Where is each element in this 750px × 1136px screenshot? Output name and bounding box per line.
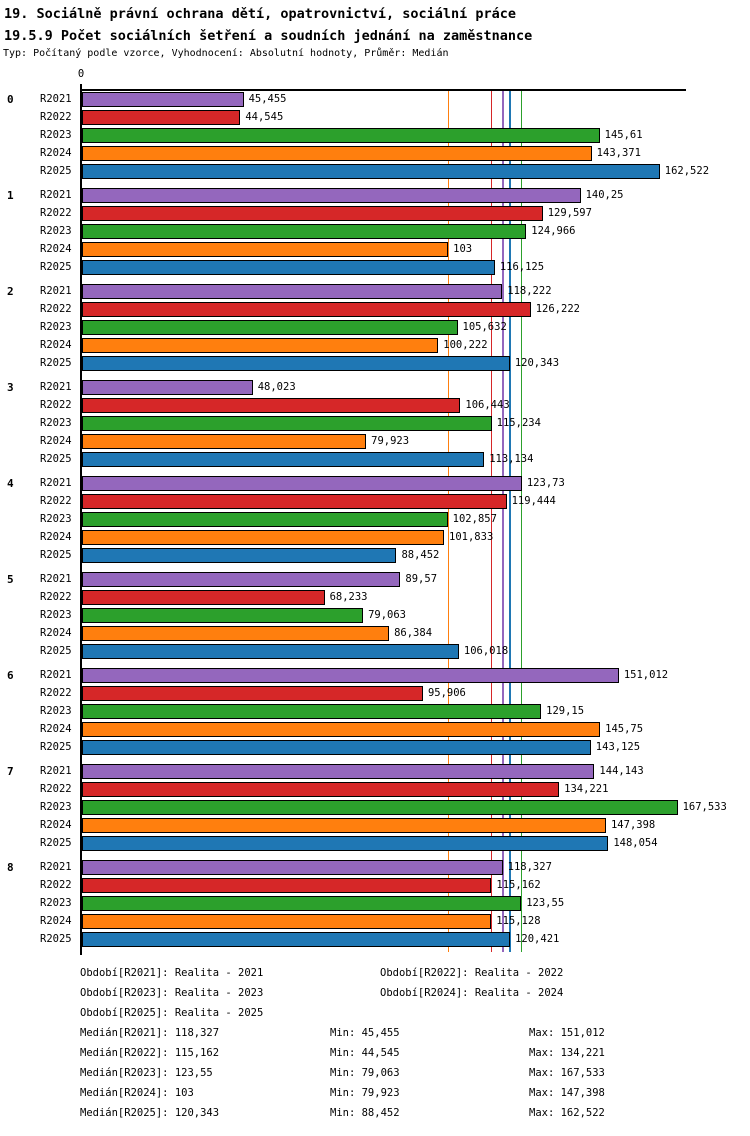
bar-value-label: 118,327 [507,861,552,873]
series-row-label: R2024 [40,723,72,735]
stat-median: Medián[R2023]: 123,55 [80,1067,213,1079]
legend-period-entry: Období[R2021]: Realita - 2021 [80,967,264,979]
series-row-label: R2025 [40,453,72,465]
series-row-label: R2024 [40,627,72,639]
bar-r2022-group-3 [82,398,460,413]
bar-r2025-group-2 [82,356,510,371]
bar-value-label: 95,906 [427,687,466,699]
bar-r2023-group-2 [82,320,458,335]
series-row-label: R2022 [40,399,72,411]
bar-r2023-group-8 [82,896,521,911]
bar-value-label: 123,73 [526,477,565,489]
bar-r2022-group-7 [82,782,559,797]
bar-r2022-group-6 [82,686,423,701]
bar-r2022-group-1 [82,206,543,221]
series-row-label: R2022 [40,207,72,219]
bar-r2023-group-5 [82,608,363,623]
bar-r2025-group-3 [82,452,484,467]
series-row-label: R2022 [40,495,72,507]
series-row-label: R2023 [40,225,72,237]
series-row-label: R2023 [40,705,72,717]
bar-value-label: 100,222 [443,339,488,351]
series-row-label: R2023 [40,513,72,525]
bar-value-label: 79,923 [371,435,410,447]
group-label: 5 [7,573,14,586]
group-label: 2 [7,285,14,298]
bar-value-label: 102,857 [452,513,497,525]
bar-r2021-group-3 [82,380,253,395]
report-subtitle: Typ: Počítaný podle vzorce, Vyhodnocení: Absolutní hodnoty, Průměr: Medián [3,48,449,59]
bar-r2024-group-8 [82,914,491,929]
series-row-label: R2025 [40,549,72,561]
group-label: 6 [7,669,14,682]
bar-value-label: 143,125 [595,741,641,753]
series-row-label: R2025 [40,837,72,849]
series-row-label: R2021 [40,93,72,105]
series-row-label: R2024 [40,243,72,255]
y-axis-line [80,84,82,955]
series-row-label: R2021 [40,765,72,777]
bar-r2021-group-8 [82,860,503,875]
bar-value-label: 129,597 [547,207,592,219]
bar-r2023-group-7 [82,800,678,815]
bar-value-label: 88,452 [401,549,440,561]
series-row-label: R2023 [40,609,72,621]
bar-r2021-group-1 [82,188,581,203]
bar-value-label: 144,143 [599,765,644,777]
series-row-label: R2021 [40,669,72,681]
bar-r2024-group-7 [82,818,606,833]
series-row-label: R2022 [40,879,72,891]
bar-value-label: 101,833 [449,531,494,543]
bar-value-label: 120,421 [515,933,560,945]
bar-r2021-group-0 [82,92,244,107]
bar-value-label: 79,063 [368,609,406,621]
bar-value-label: 116,125 [499,261,545,273]
bar-value-label: 106,443 [465,399,510,411]
bar-value-label: 123,55 [526,897,565,909]
bar-value-label: 148,054 [613,837,658,849]
bar-r2024-group-5 [82,626,389,641]
bar-value-label: 105,632 [462,321,507,333]
bar-r2025-group-4 [82,548,396,563]
bar-value-label: 86,384 [394,627,433,639]
legend-period-entry: Období[R2025]: Realita - 2025 [80,1007,264,1019]
stat-median: Medián[R2025]: 120,343 [80,1107,220,1119]
series-row-label: R2021 [40,477,72,489]
series-row-label: R2024 [40,915,72,927]
group-label: 1 [7,189,14,202]
bar-r2022-group-8 [82,878,491,893]
bar-value-label: 151,012 [623,669,669,681]
stat-min: Min: 88,452 [330,1107,400,1119]
series-row-label: R2022 [40,303,72,315]
bar-r2025-group-6 [82,740,591,755]
bar-value-label: 48,023 [257,381,296,393]
report-title-line2: 19.5.9 Počet sociálních šetření a soudních jednání na zaměstnance [4,28,533,44]
x-axis-line [80,89,686,91]
bar-value-label: 118,222 [507,285,552,297]
series-row-label: R2021 [40,381,72,393]
bar-r2021-group-7 [82,764,594,779]
bar-r2023-group-3 [82,416,492,431]
series-row-label: R2023 [40,321,72,333]
series-row-label: R2022 [40,687,72,699]
bar-r2025-group-0 [82,164,660,179]
bar-r2022-group-4 [82,494,507,509]
legend-period-entry: Období[R2022]: Realita - 2022 [380,967,564,979]
group-label: 4 [7,477,14,490]
series-row-label: R2024 [40,435,72,447]
group-label: 8 [7,861,14,874]
bar-r2024-group-3 [82,434,366,449]
bar-r2024-group-0 [82,146,592,161]
bar-r2023-group-6 [82,704,541,719]
bar-r2021-group-6 [82,668,619,683]
bar-value-label: 45,455 [248,93,287,105]
bar-r2021-group-2 [82,284,502,299]
stat-min: Min: 44,545 [330,1047,400,1059]
bar-r2023-group-4 [82,512,448,527]
series-row-label: R2025 [40,357,72,369]
bar-value-label: 113,134 [489,453,534,465]
series-row-label: R2025 [40,261,72,273]
report-title-line1: 19. Sociálně právní ochrana dětí, opatrovnictví, sociální práce [4,6,517,22]
bar-r2023-group-1 [82,224,526,239]
series-row-label: R2023 [40,897,72,909]
bar-r2025-group-8 [82,932,510,947]
series-row-label: R2025 [40,645,72,657]
series-row-label: R2023 [40,129,72,141]
bar-r2024-group-6 [82,722,600,737]
stat-median: Medián[R2022]: 115,162 [80,1047,220,1059]
stat-min: Min: 79,063 [330,1067,400,1079]
stat-min: Min: 79,923 [330,1087,400,1099]
series-row-label: R2022 [40,591,72,603]
bar-value-label: 120,343 [514,357,560,369]
group-label: 0 [7,93,14,106]
stat-max: Max: 151,012 [529,1027,605,1039]
axis-zero-tick-label: 0 [77,68,85,80]
bar-value-label: 119,444 [511,495,556,507]
bar-r2021-group-5 [82,572,400,587]
bar-value-label: 124,966 [531,225,576,237]
bar-r2025-group-7 [82,836,608,851]
bar-value-label: 115,162 [496,879,541,891]
group-label: 3 [7,381,14,394]
stat-min: Min: 45,455 [330,1027,400,1039]
bar-value-label: 147,398 [610,819,656,831]
legend-period-entry: Období[R2023]: Realita - 2023 [80,987,264,999]
series-row-label: R2023 [40,801,72,813]
series-row-label: R2024 [40,339,72,351]
bar-value-label: 44,545 [245,111,284,123]
bar-value-label: 140,25 [585,189,624,201]
series-row-label: R2025 [40,933,72,945]
series-row-label: R2022 [40,783,72,795]
series-row-label: R2025 [40,165,72,177]
bar-value-label: 126,222 [535,303,580,315]
stat-median: Medián[R2024]: 103 [80,1087,194,1099]
series-row-label: R2021 [40,573,72,585]
stat-max: Max: 147,398 [529,1087,605,1099]
bar-value-label: 103 [453,243,473,255]
series-row-label: R2021 [40,285,72,297]
bar-r2022-group-0 [82,110,240,125]
series-row-label: R2025 [40,741,72,753]
bar-r2022-group-2 [82,302,531,317]
bar-value-label: 89,57 [405,573,438,585]
series-row-label: R2024 [40,819,72,831]
stat-max: Max: 167,533 [529,1067,605,1079]
group-label: 7 [7,765,14,778]
stat-max: Max: 162,522 [529,1107,605,1119]
bar-r2023-group-0 [82,128,600,143]
bar-value-label: 106,018 [463,645,509,657]
bar-value-label: 167,533 [682,801,727,813]
legend-period-entry: Období[R2024]: Realita - 2024 [380,987,564,999]
series-row-label: R2022 [40,111,72,123]
bar-r2022-group-5 [82,590,325,605]
bar-value-label: 68,233 [329,591,368,603]
series-row-label: R2024 [40,147,72,159]
bar-r2025-group-5 [82,644,459,659]
bar-value-label: 145,75 [605,723,644,735]
series-row-label: R2023 [40,417,72,429]
bar-r2025-group-1 [82,260,495,275]
bar-value-label: 115,128 [496,915,541,927]
bar-value-label: 162,522 [664,165,710,177]
bar-value-label: 115,234 [496,417,541,429]
bar-r2024-group-2 [82,338,438,353]
series-row-label: R2024 [40,531,72,543]
series-row-label: R2021 [40,189,72,201]
bar-r2024-group-1 [82,242,448,257]
series-row-label: R2021 [40,861,72,873]
bar-value-label: 129,15 [546,705,585,717]
stat-max: Max: 134,221 [529,1047,605,1059]
stat-median: Medián[R2021]: 118,327 [80,1027,220,1039]
bar-r2024-group-4 [82,530,444,545]
bar-value-label: 134,221 [564,783,609,795]
bar-r2021-group-4 [82,476,522,491]
bar-value-label: 145,61 [604,129,643,141]
bar-value-label: 143,371 [596,147,641,159]
